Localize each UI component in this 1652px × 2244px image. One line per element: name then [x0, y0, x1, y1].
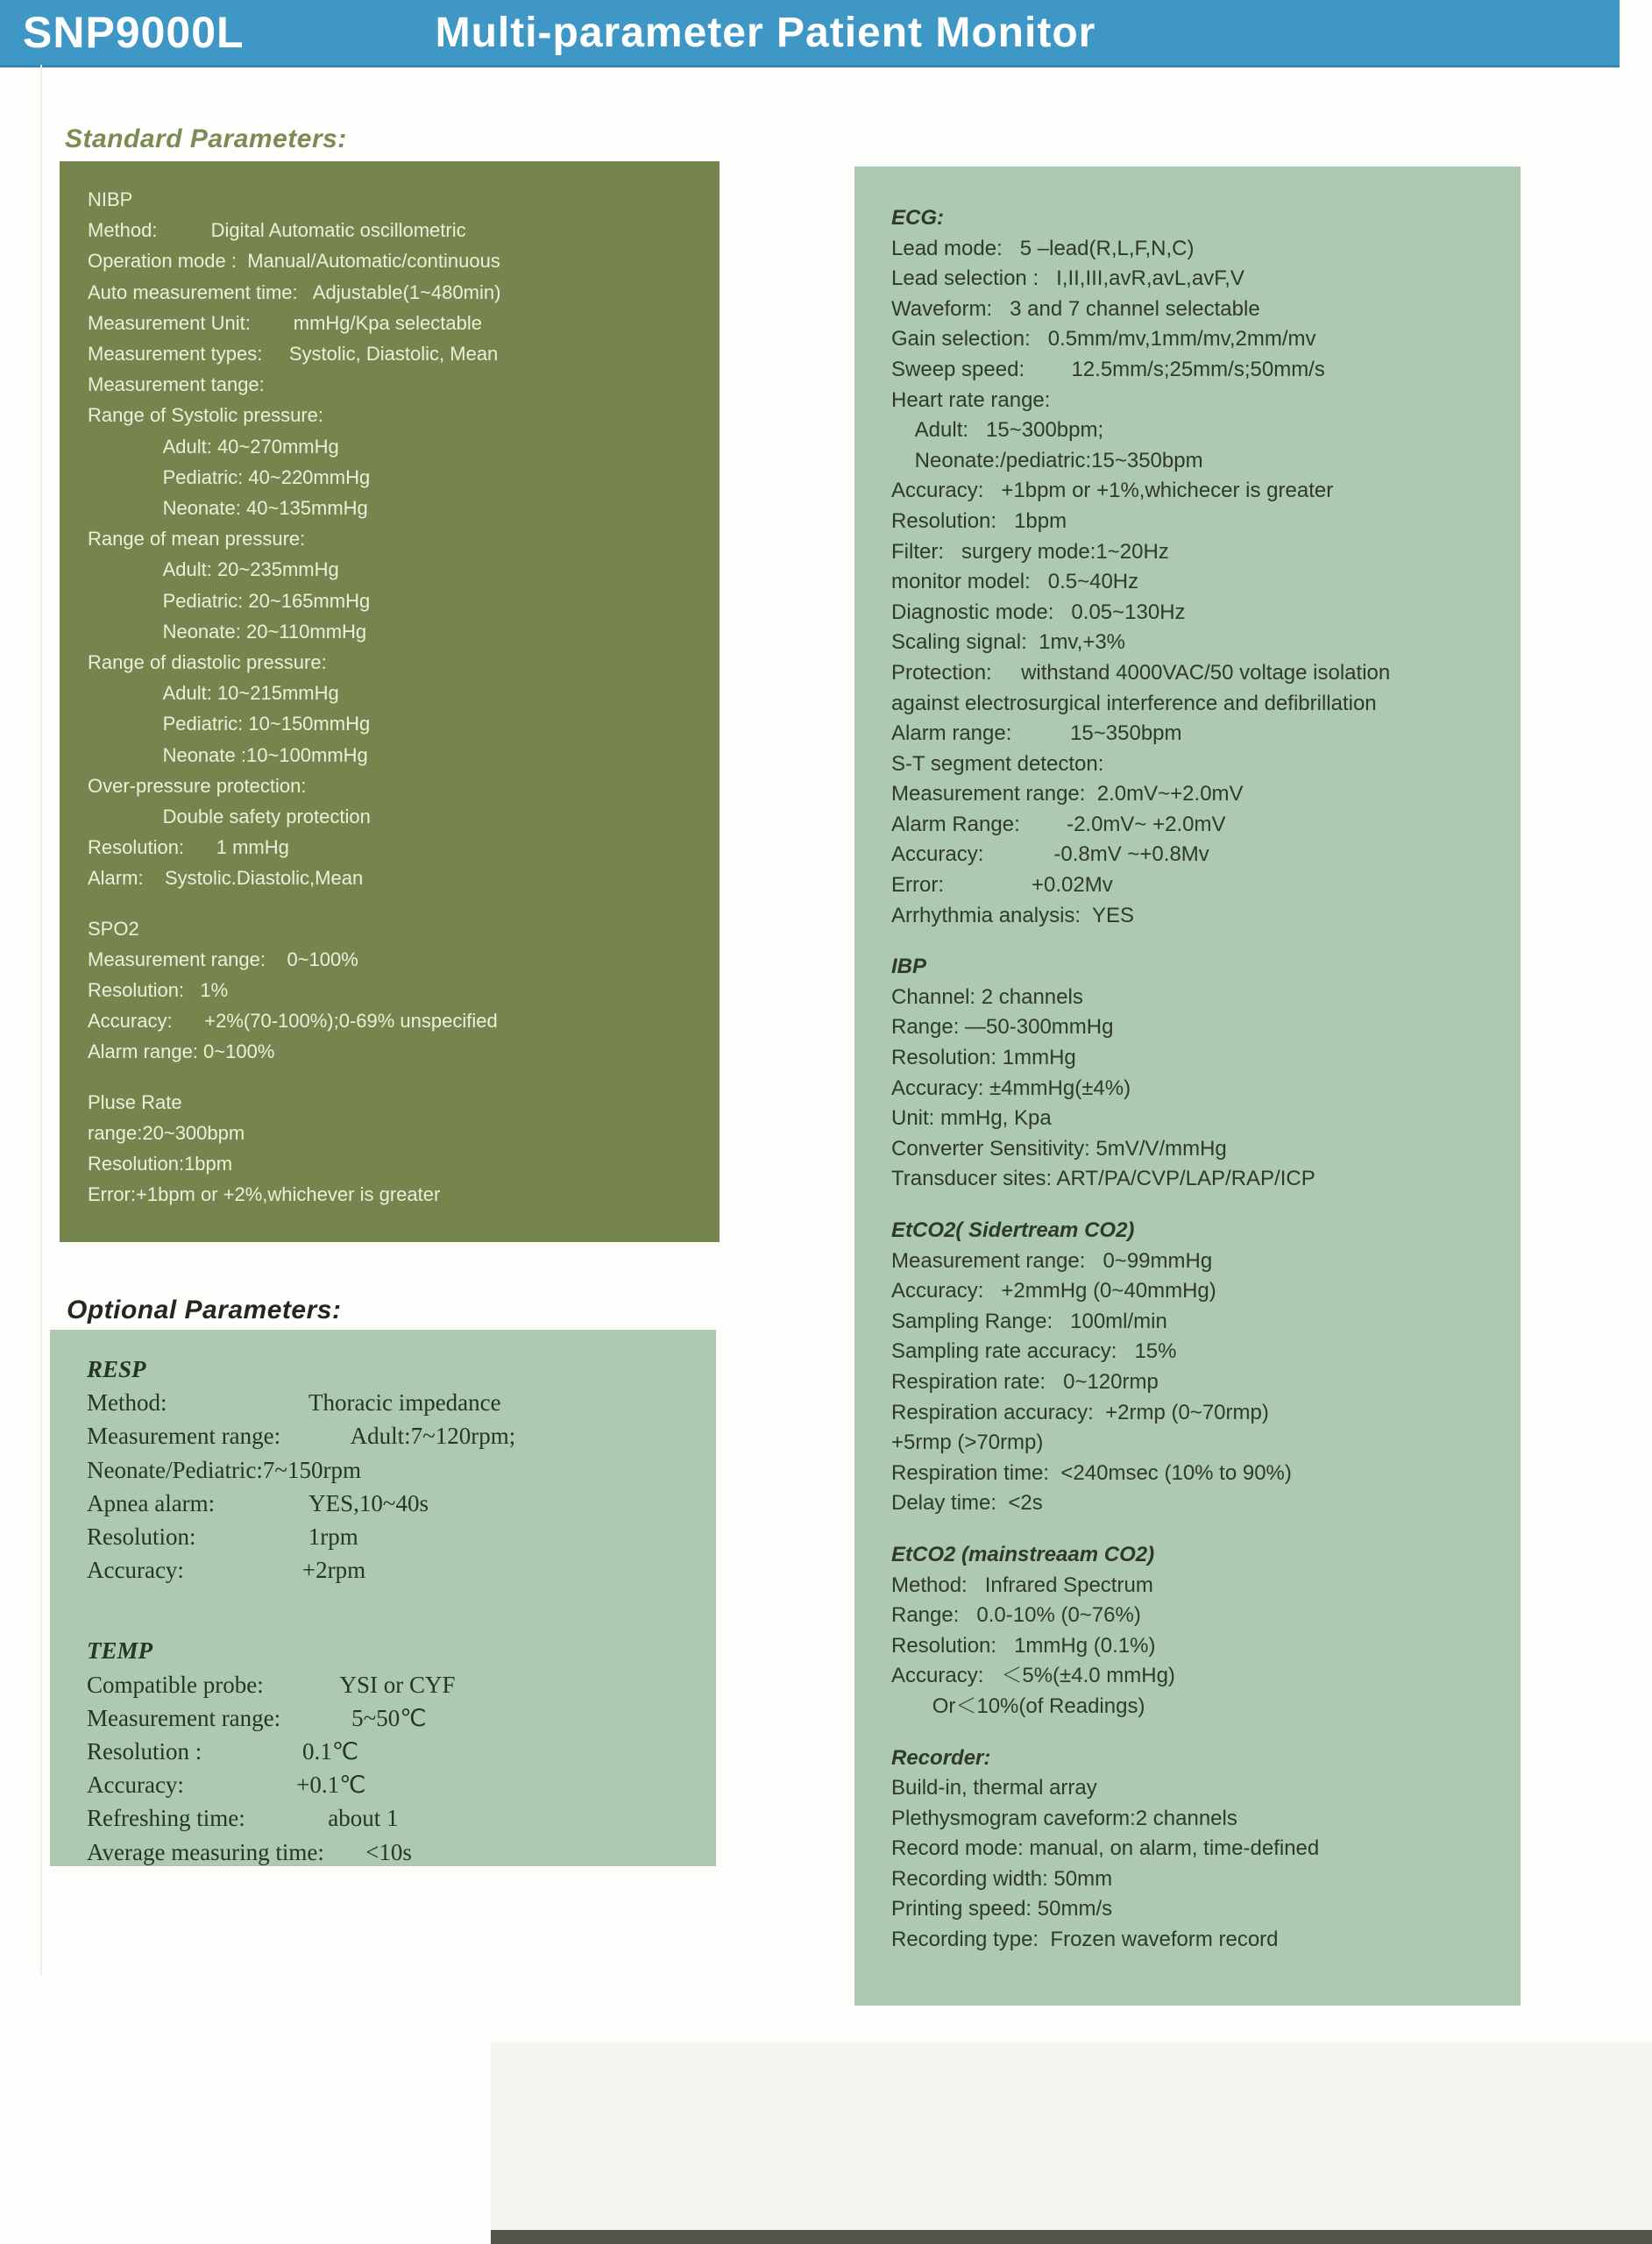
- spec-line: Accuracy: ＜5%(±4.0 mmHg): [891, 1664, 1175, 1688]
- spec-line: Record mode: manual, on alarm, time-defined: [891, 1836, 1320, 1861]
- right-spec-panel: [854, 167, 1521, 2006]
- spec-line: Error:+1bpm or +2%,whichever is greater: [88, 1183, 441, 1206]
- spec-line: Filter: surgery mode:1~20Hz: [891, 539, 1169, 564]
- spec-line: Measurement range: 2.0mV~+2.0mV: [891, 782, 1244, 806]
- spec-line: Resolution : 0.1℃: [87, 1738, 359, 1765]
- spec-line: Average measuring time: <10s: [87, 1838, 412, 1865]
- spec-section-title: ECG:: [891, 206, 944, 230]
- spec-line: Transducer sites: ART/PA/CVP/LAP/RAP/ICP: [891, 1167, 1315, 1191]
- spec-line: [88, 894, 702, 913]
- spec-line: Channel: 2 channels: [891, 984, 1083, 1009]
- spec-line: Resolution: 1%: [88, 979, 229, 1002]
- spec-line: Range: 0.0-10% (0~76%): [891, 1603, 1141, 1628]
- spec-line: Neonate: 40~135mmHg: [88, 497, 368, 520]
- spec-line: Measurement Unit: mmHg/Kpa selectable: [88, 311, 482, 334]
- spec-line: Respiration accuracy: +2rmp (0~70rmp): [891, 1400, 1269, 1424]
- spec-line: Accuracy: ±4mmHg(±4%): [891, 1076, 1131, 1100]
- spec-line: Sweep speed: 12.5mm/s;25mm/s;50mm/s: [891, 357, 1325, 381]
- spec-line: Plethysmogram caveform:2 channels: [891, 1806, 1237, 1830]
- spec-line: Resolution:1bpm: [88, 1153, 233, 1175]
- spec-line: [87, 1610, 702, 1634]
- spec-line: Resolution: 1mmHg (0.1%): [891, 1633, 1156, 1658]
- spec-line: Accuracy: +1bpm or +1%,whichecer is greater: [891, 479, 1334, 503]
- header-bar: [0, 0, 1620, 67]
- spec-line: Operation mode : Manual/Automatic/continuous: [88, 250, 500, 273]
- spec-line: Measurement range: 0~99mmHg: [891, 1248, 1213, 1273]
- spec-line: Accuracy: +2mmHg (0~40mmHg): [891, 1279, 1216, 1303]
- spec-line: Neonate :10~100mmHg: [88, 743, 368, 766]
- spec-section-title: RESP: [87, 1356, 146, 1382]
- model-number: SNP9000L: [23, 8, 245, 57]
- spec-line: Recording type: Frozen waveform record: [891, 1928, 1279, 1952]
- spec-line: Alarm range: 15~350bpm: [891, 721, 1182, 746]
- spec-line: Compatible probe: YSI or CYF: [87, 1671, 456, 1698]
- spec-line: Heart rate range:: [891, 387, 1051, 412]
- standard-parameters-heading: Standard Parameters:: [65, 124, 347, 153]
- spec-line: Sampling Range: 100ml/min: [891, 1309, 1167, 1333]
- spec-line: Respiration time: <240msec (10% to 90%): [891, 1460, 1292, 1485]
- spec-line: Method: Infrared Spectrum: [891, 1573, 1153, 1597]
- spec-line: Converter Sensitivity: 5mV/V/mmHg: [891, 1136, 1227, 1161]
- spec-line: Apnea alarm: YES,10~40s: [87, 1489, 429, 1516]
- spec-line: Measurement range: Adult:7~120rpm;: [87, 1423, 516, 1450]
- spec-line: Measurement range: 5~50℃: [87, 1704, 427, 1731]
- spec-section-title: Recorder:: [891, 1745, 991, 1770]
- standard-parameters-panel: [60, 161, 720, 1242]
- spec-line: Over-pressure protection:: [88, 774, 307, 797]
- spec-section-title: NIBP: [88, 188, 133, 210]
- spec-line: Arrhythmia analysis: YES: [891, 903, 1134, 927]
- spec-line: Measurement types: Systolic, Diastolic, Mean: [88, 343, 499, 366]
- spec-line: against electrosurgical interference and defibrillation: [891, 691, 1377, 715]
- spec-line: [891, 931, 1507, 952]
- spec-line: Resolution: 1rpm: [87, 1523, 358, 1551]
- spec-line: Respiration rate: 0~120rmp: [891, 1369, 1159, 1394]
- spec-line: Double safety protection: [88, 806, 371, 828]
- spec-line: Neonate: 20~110mmHg: [88, 620, 367, 643]
- spec-line: Range of Systolic pressure:: [88, 404, 324, 427]
- spec-line: Auto measurement time: Adjustable(1~480min): [88, 280, 501, 303]
- spec-section-title: TEMP: [87, 1637, 153, 1665]
- spec-line: Error: +0.02Mv: [891, 873, 1113, 898]
- spec-line: Printing speed: 50mm/s: [891, 1897, 1113, 1921]
- spec-section-title: Pluse Rate: [88, 1090, 182, 1113]
- spec-line: monitor model: 0.5~40Hz: [891, 570, 1139, 594]
- spec-line: Method: Thoracic impedance: [87, 1389, 501, 1417]
- spec-line: Alarm Range: -2.0mV~ +2.0mV: [891, 812, 1226, 836]
- spec-line: Recording width: 50mm: [891, 1866, 1113, 1891]
- spec-line: Unit: mmHg, Kpa: [891, 1106, 1052, 1131]
- spec-line: [88, 1068, 702, 1087]
- spec-line: Measurement range: 0~100%: [88, 948, 358, 970]
- spec-line: Refreshing time: about 1: [87, 1805, 399, 1832]
- spec-line: Neonate/Pediatric:7~150rpm: [87, 1456, 362, 1483]
- spec-line: Range of mean pressure:: [88, 528, 306, 550]
- spec-section-title: EtCO2 (mainstreaam CO2): [891, 1542, 1155, 1566]
- spec-line: Gain selection: 0.5mm/mv,1mm/mv,2mm/mv: [891, 327, 1316, 352]
- optional-parameters-panel: [50, 1330, 716, 1866]
- optional-parameters-heading: Optional Parameters:: [67, 1296, 342, 1324]
- spec-line: +5rmp (>70rmp): [891, 1431, 1044, 1455]
- spec-line: Lead selection : I,II,III,avR,avL,avF,V: [891, 266, 1244, 291]
- spec-line: Neonate:/pediatric:15~350bpm: [891, 448, 1203, 472]
- spec-line: Range of diastolic pressure:: [88, 651, 327, 674]
- spec-line: Method: Digital Automatic oscillometric: [88, 219, 466, 242]
- photo-crease-line: [40, 65, 42, 1976]
- spec-line: Resolution: 1bpm: [891, 508, 1067, 533]
- photo-shadow: [491, 2042, 1652, 2230]
- spec-line: Measurement tange:: [88, 373, 265, 396]
- spec-line: [891, 1519, 1507, 1540]
- spec-line: Accuracy: +2%(70-100%);0-69% unspecified: [88, 1010, 498, 1033]
- spec-section-title: EtCO2( Sidertream CO2): [891, 1218, 1135, 1242]
- spec-line: Accuracy: +2rpm: [87, 1557, 366, 1584]
- spec-section-title: SPO2: [88, 917, 139, 940]
- spec-line: Range: —50-300mmHg: [891, 1015, 1114, 1040]
- spec-section-title: IBP: [891, 955, 927, 979]
- spec-line: Adult: 20~235mmHg: [88, 558, 339, 581]
- spec-line: Alarm: Systolic.Diastolic,Mean: [88, 867, 364, 890]
- table-edge-strip: [491, 2230, 1652, 2244]
- page-title: Multi-parameter Patient Monitor: [435, 9, 1096, 56]
- spec-line: Lead mode: 5 –lead(R,L,F,N,C): [891, 236, 1195, 260]
- spec-line: range:20~300bpm: [88, 1121, 245, 1144]
- spec-line: Build-in, thermal array: [891, 1776, 1097, 1800]
- spec-line: Waveform: 3 and 7 channel selectable: [891, 296, 1260, 321]
- spec-line: Adult: 40~270mmHg: [88, 435, 339, 458]
- spec-line: [87, 1587, 702, 1610]
- spec-line: Accuracy: +0.1℃: [87, 1772, 366, 1799]
- spec-line: Pediatric: 40~220mmHg: [88, 465, 371, 488]
- spec-line: Protection: withstand 4000VAC/50 voltage isolation: [891, 660, 1391, 685]
- spec-line: Pediatric: 10~150mmHg: [88, 713, 371, 735]
- spec-line: Alarm range: 0~100%: [88, 1040, 275, 1063]
- spec-line: Diagnostic mode: 0.05~130Hz: [891, 600, 1186, 624]
- spec-line: [891, 1722, 1507, 1743]
- spec-line: Adult: 10~215mmHg: [88, 682, 339, 705]
- spec-line: Scaling signal: 1mv,+3%: [891, 630, 1126, 655]
- spec-line: Resolution: 1mmHg: [891, 1046, 1076, 1070]
- spec-line: [891, 1195, 1507, 1216]
- spec-line: Resolution: 1 mmHg: [88, 836, 289, 859]
- spec-line: Pediatric: 20~165mmHg: [88, 589, 371, 612]
- spec-line: S-T segment detecton:: [891, 751, 1104, 776]
- spec-line: Accuracy: -0.8mV ~+0.8Mv: [891, 842, 1209, 867]
- spec-line: Delay time: <2s: [891, 1491, 1043, 1516]
- spec-line: Or＜10%(of Readings): [891, 1694, 1145, 1718]
- spec-line: Sampling rate accuracy: 15%: [891, 1339, 1177, 1364]
- spec-line: Adult: 15~300bpm;: [891, 418, 1104, 443]
